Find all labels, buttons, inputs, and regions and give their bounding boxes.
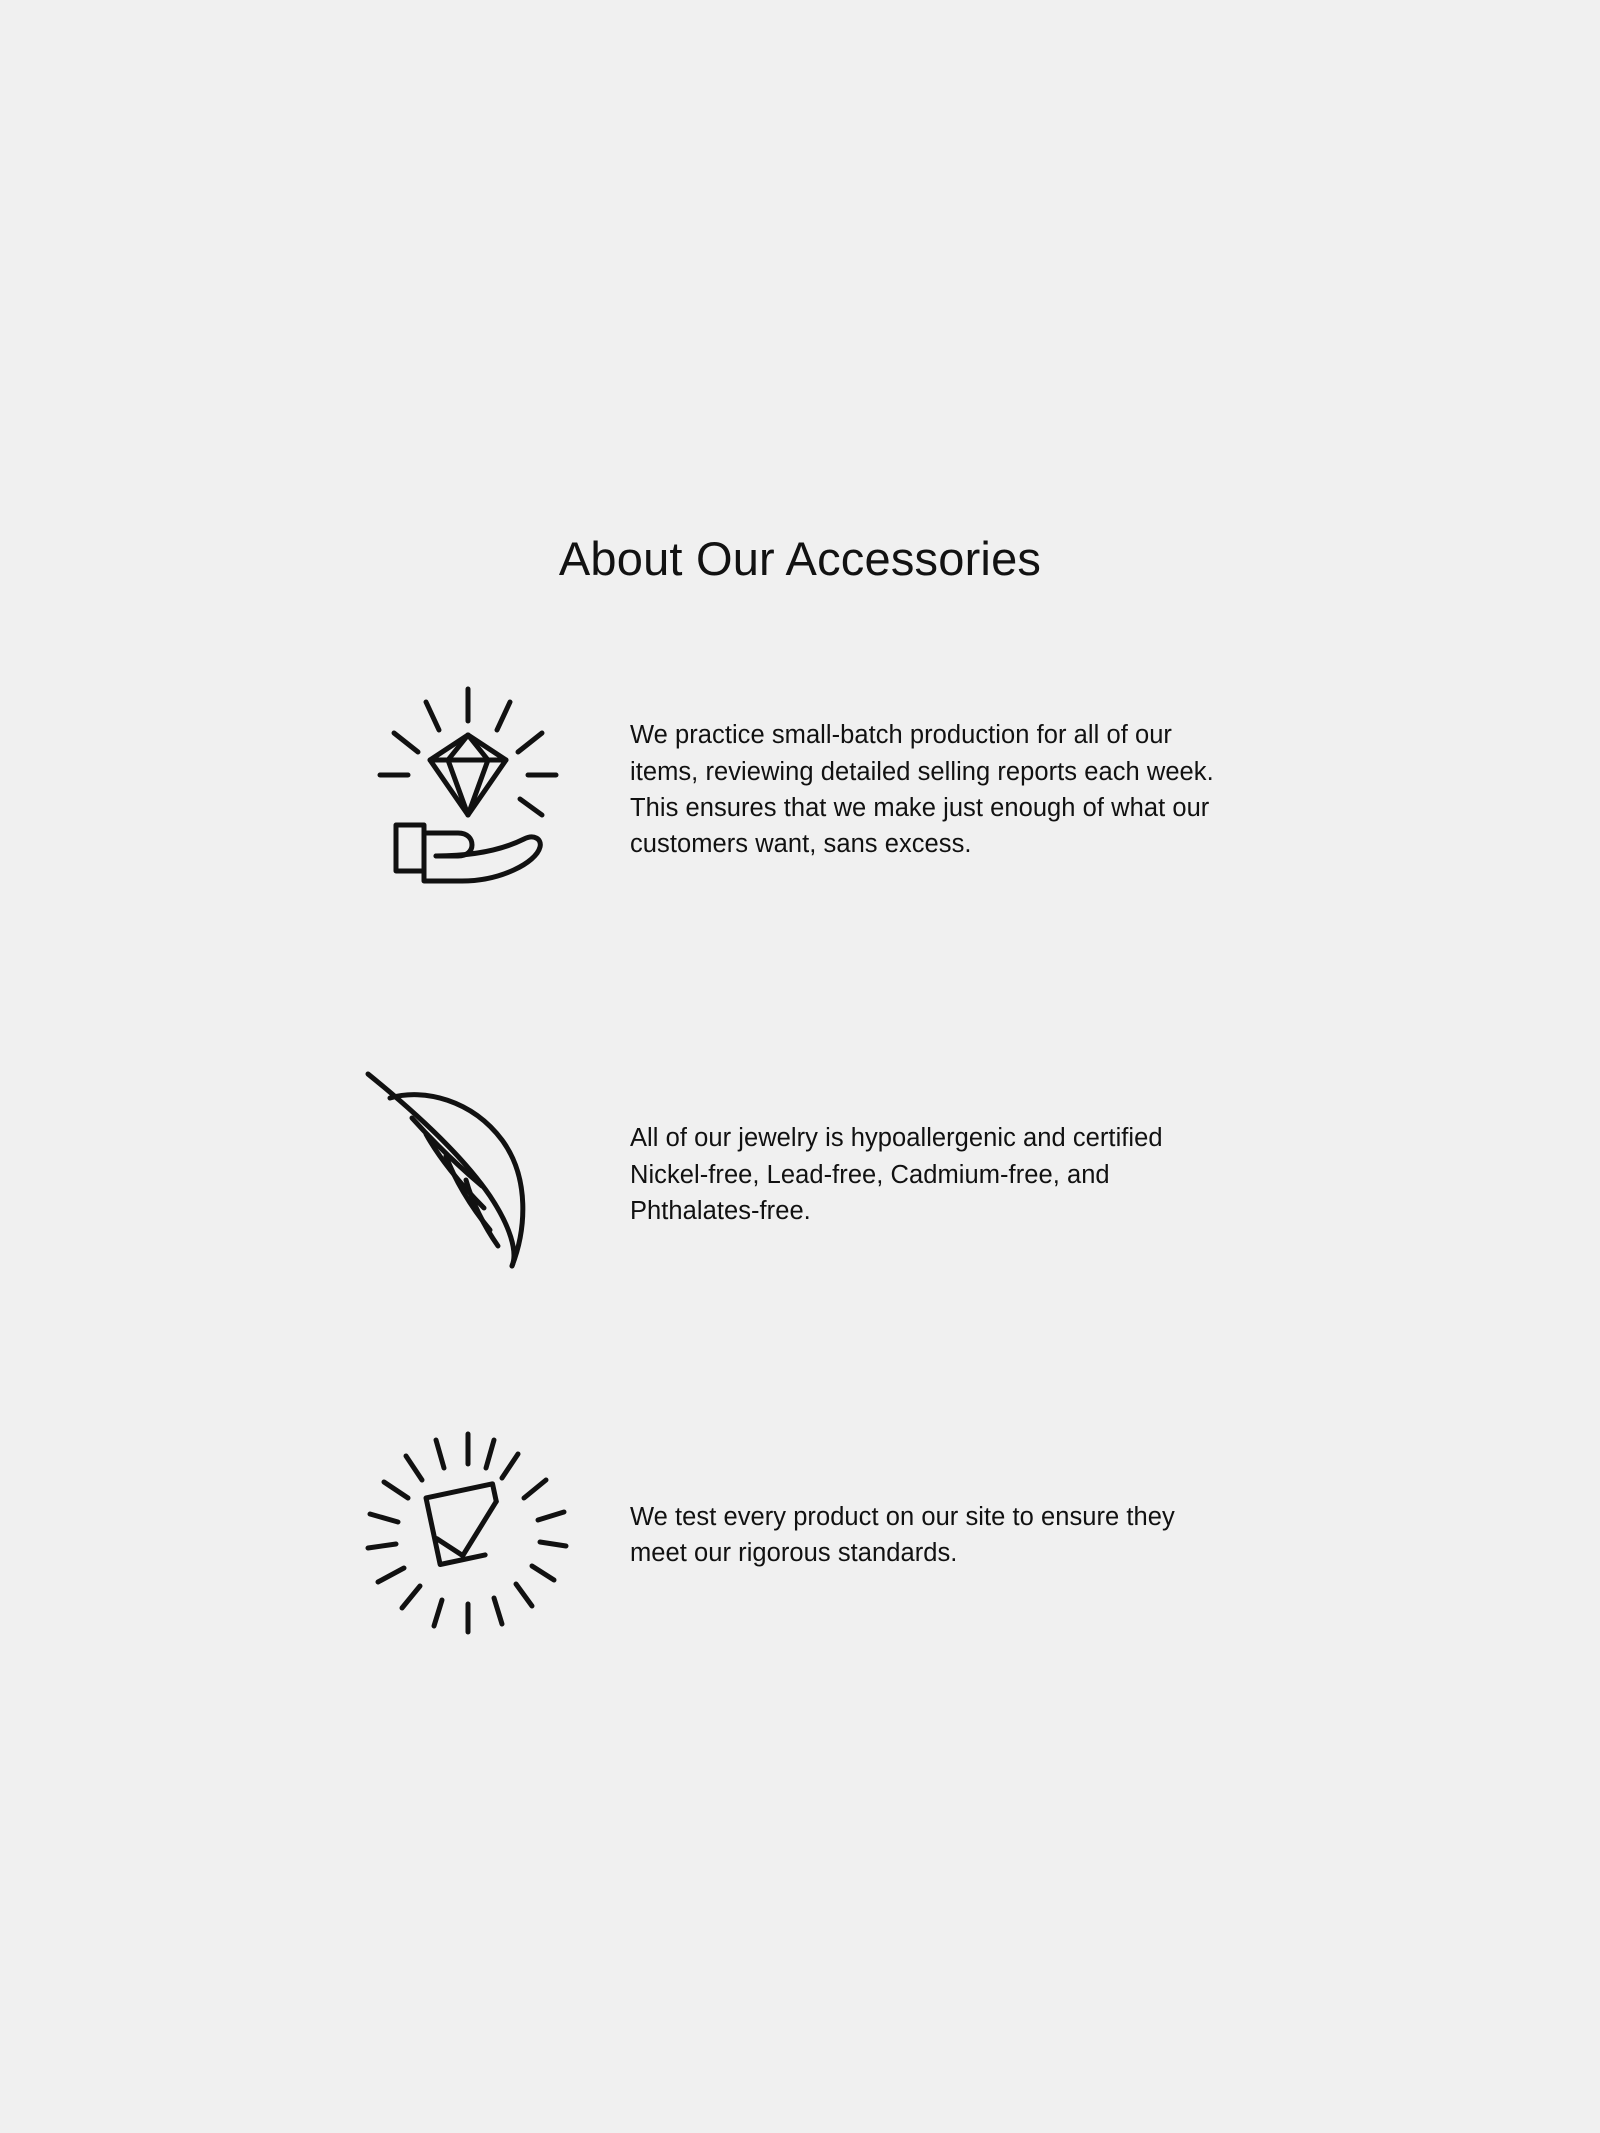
list-item: [340, 1405, 1260, 1665]
diamond-in-hand-icon: [340, 660, 600, 920]
list-item: [340, 660, 1260, 920]
list-item: [340, 1045, 1260, 1305]
checkmark-burst-icon: [340, 1405, 600, 1665]
page-title: About Our Accessories: [558, 532, 1042, 585]
list-item-text: All of our jewelry is hypoallergenic and certified Nickel-free, Lead-free, Cadmium-free, and Phthalates-free.: [630, 1124, 1163, 1226]
list-item-text: We test every product on our site to ensure they meet our rigorous standards.: [630, 1502, 1175, 1567]
feather-icon: [340, 1045, 600, 1305]
feature-list: [340, 660, 1260, 1785]
list-item-text: We practice small-batch production for all of our items, reviewing detailed selling reports each week. This ensures that we make just enough of what our customers want, sans excess.: [630, 721, 1214, 859]
